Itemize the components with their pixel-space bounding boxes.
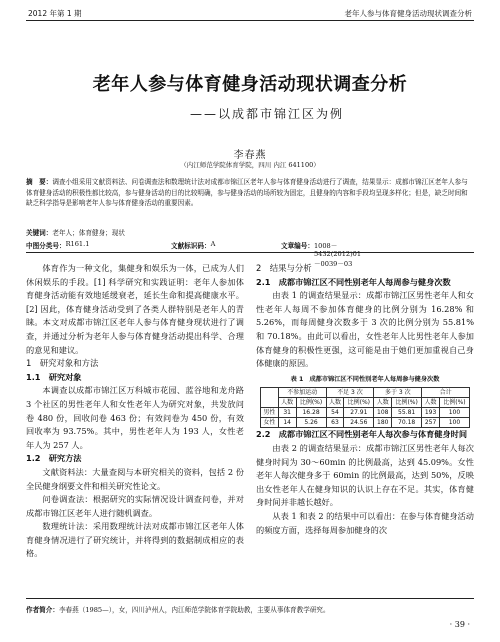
table-sub-header: 人数 xyxy=(278,398,296,408)
running-header xyxy=(26,6,474,20)
table-sub-header: 比例(%) xyxy=(296,398,326,408)
section-1-1-paragraph: 本调查以成都市锦江区万科城市花园、蓝谷地和龙舟路 3 个社区的男性老年人和女性老年人为研究对象，共发放问卷 480 份，回收问卷 463 份；有效问卷为 450 份，有效回收率为 93.75%。其中，男性老年人为 193 人，女性老年人为 257 人。 xyxy=(26,385,244,450)
table-cell: 24.56 xyxy=(344,418,374,428)
section-2-3-paragraph: 从表 1 和表 2 的结果中可以看出：在参与体育健身活动的频度方面，选择每周参加健身的次 xyxy=(256,510,474,535)
section-2-heading: 2 结果与分析 xyxy=(256,263,312,273)
table-cell: 27.91 xyxy=(344,408,374,418)
table-group-header: 不参加运动 xyxy=(278,388,326,398)
table-sub-header: 比例(%) xyxy=(392,398,422,408)
table-cell: 55.81 xyxy=(392,408,422,418)
clc-number: 中图分类号： R161.1 xyxy=(26,240,90,250)
footnote-text: 李春燕（1985—），女，四川泸州人，内江师范学院体育学院助教，主要从事体育教学研究。 xyxy=(58,606,330,614)
section-2-1-heading: 2.1 成都市锦江区不同性别老年人每周参与健身次数 xyxy=(256,276,451,287)
table-cell: 31 xyxy=(278,408,296,418)
footnote-rule xyxy=(26,598,474,599)
table-cell: 16.28 xyxy=(296,408,326,418)
row-label: 男性 xyxy=(261,408,279,418)
keywords xyxy=(26,227,125,237)
table-group-header: 不足 3 次 xyxy=(326,388,374,398)
section-2-2-paragraph: 由表 2 的调查结果显示：成都市锦江区男性老年人每次健身时间为 30～60min 的比例最高，达到 45.09%。女性老年人每次健身多于 60min 的比例最高，达到 50%，反映出女性老年人在健身知识的认识上存在不足。其实，体育健身时间并非越长越好。 xyxy=(256,442,474,508)
intro-paragraph: 体育作为一种文化，集健身和娱乐为一体，已成为人们休闲娱乐的手段。[1] 科学研究和实践证明：老年人参加体育健身活动能有效地延缓衰老，延长生命和提高健康水平。[2] 因此，体育健身活动受到了各类人群特别是老年人的青睐。本文对成都市锦江区老年人参与体育健身现状进行了调查，并通过分析为老年人参与体育健身活动提出科学、合理的意见和建议。 xyxy=(26,263,244,355)
table-cell: 108 xyxy=(374,408,392,418)
right-column xyxy=(256,262,474,537)
section-1-2-heading: 1.2 研究方法 xyxy=(26,453,82,464)
table-corner xyxy=(261,388,279,408)
abstract-label: 摘 要： xyxy=(26,178,53,186)
section-2-1-paragraph: 由表 1 的调查结果显示：成都市锦江区男性老年人和女性老年人每周不参加体育健身的比例分别为 16.28% 和 5.26%，而每周健身次数多于 3 次的比例分别为 55.81% 和 70.18%。由此可以看出，女性老年人比男性老年人参加体育健身的积极性更强，这可能是由于她们更加重视自己身体健康的原因。 xyxy=(256,290,474,369)
table-group-header: 合计 xyxy=(422,388,470,398)
table-row xyxy=(261,418,470,428)
table-sub-header: 人数 xyxy=(374,398,392,408)
keywords-label: 关键词： xyxy=(26,229,53,237)
page-number: · 39 · xyxy=(449,620,470,629)
table-sub-header: 比例(%) xyxy=(439,398,469,408)
author-affiliation: （内江师范学院体育学院，四川 内江 641100） xyxy=(180,161,320,169)
table-cell: 100 xyxy=(439,418,469,428)
meta-rule xyxy=(26,252,474,253)
author-footnote xyxy=(26,604,330,614)
method-literature: 文献资料法：大量查阅与本研究相关的资料，包括 2 份全民健身纲要文件和相关研究性论文。 xyxy=(26,466,244,491)
abstract-text: 调查小组采用文献资料法、问卷调查法和数理统计法对成都市锦江区老年人参与体育健身活动进行了调查，结果显示：成都市锦江区老年人参与体育健身活动的积极性都比较高，参与健身活动的目的比较明确，参与健身活动的场所较为固定，且健身的内容和手段均呈现多样化；但是，缺乏时间和缺乏科学指导是影响老年人参与体育健身活动的重要因素。 xyxy=(26,178,468,207)
paper-subtitle: ——以成都市锦江区为例 xyxy=(190,107,345,121)
method-questionnaire: 问卷调查法：根据研究的实际情况设计调查问卷，并对成都市锦江区老年人进行随机调查。 xyxy=(26,494,244,518)
table-cell: 180 xyxy=(374,418,392,428)
table-sub-header: 人数 xyxy=(422,398,440,408)
table-cell: 70.18 xyxy=(392,418,422,428)
header-rule xyxy=(26,20,474,21)
paper-title: 老年人参与体育健身活动现状调查分析 xyxy=(92,74,408,95)
table-sub-header: 比例(%) xyxy=(344,398,374,408)
table-sub-header: 人数 xyxy=(326,398,344,408)
section-1-1-heading: 1.1 研究对象 xyxy=(26,371,82,382)
table-cell: 5.26 xyxy=(296,418,326,428)
table-cell: 193 xyxy=(422,408,440,418)
author-name: 李春燕 xyxy=(233,150,267,161)
method-statistics: 数理统计法：采用数理统计法对成都市锦江区老年人体育健身情况进行了研究统计，并将得到的数据制成相应的表格。 xyxy=(26,521,244,559)
header-issue: 2012 年第 1 期 xyxy=(28,9,82,18)
article-number: 文章编号： 1008－5432(2012)01－0039－03 xyxy=(281,242,362,268)
table-cell: 257 xyxy=(422,418,440,428)
abstract xyxy=(26,177,474,209)
table-row xyxy=(261,408,470,418)
table-1-caption: 表 1 成都市锦江区不同性别老年人每周参与健身次数 xyxy=(290,375,440,383)
left-column xyxy=(26,262,244,561)
table-cell: 100 xyxy=(439,408,469,418)
table-cell: 54 xyxy=(326,408,344,418)
table-1 xyxy=(260,387,470,428)
section-1-heading: 1 研究对象和方法 xyxy=(26,358,99,369)
document-code: 文献标识码： A xyxy=(171,240,216,250)
table-cell: 63 xyxy=(326,418,344,428)
section-2-2-heading: 2.2 成都市锦江区不同性别老年人每次参与体育健身时间 xyxy=(256,429,468,440)
row-label: 女性 xyxy=(261,418,279,428)
table-group-header: 多于 3 次 xyxy=(374,388,422,398)
keywords-text: 老年人；体育健身；现状 xyxy=(52,229,125,237)
table-cell: 14 xyxy=(278,418,296,428)
header-title: 老年人参与体育健身活动现状调查分析 xyxy=(344,9,472,18)
footnote-label: 作者简介： xyxy=(26,606,59,614)
